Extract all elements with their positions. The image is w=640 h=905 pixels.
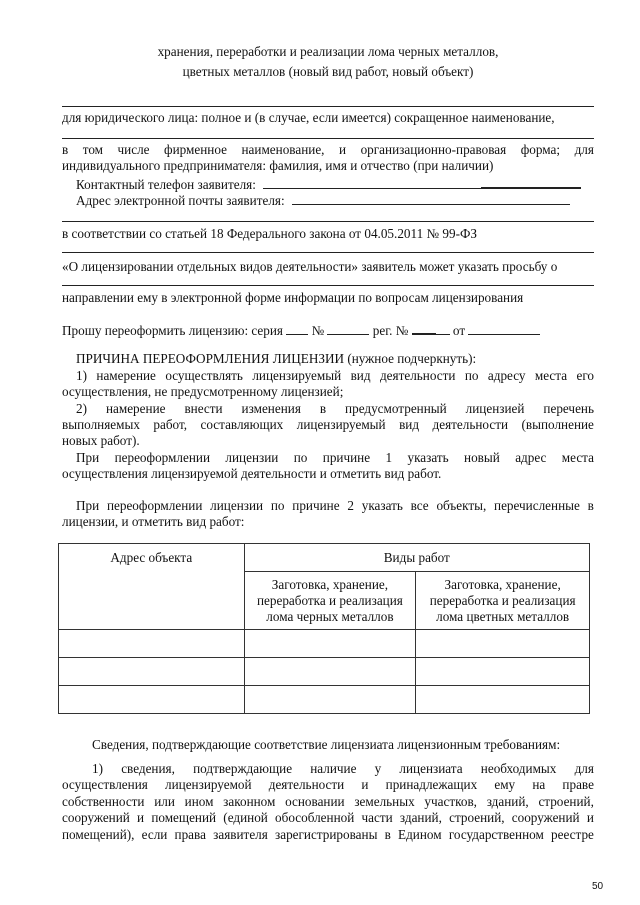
reason-note-1-cont: осуществления лицензируемой деятельности и отметить вид работ. [62,466,442,481]
request-line [62,321,594,339]
word: если [141,827,168,842]
word: в [319,401,327,416]
email-field[interactable] [292,192,460,205]
word: предусмотренный [345,401,447,416]
col-header-address: Адрес объекта [59,544,245,630]
law-line-3: направлении ему в электронной форме информации по вопросам лицензирования [62,290,524,305]
word: права [174,827,206,842]
word: организационно-правовая [360,142,507,157]
word: При [76,450,100,465]
series-field[interactable] [286,322,308,335]
word: лицензируемый [252,368,342,383]
word: форма; [520,142,561,157]
heading-line-2: цветных металлов (новый вид работ, новый объект) [182,64,474,79]
word: (выполнение [521,417,594,432]
email-field-extra[interactable] [460,192,570,205]
phone-row [76,175,594,193]
address-cell[interactable] [59,686,245,714]
word: Едином [398,827,442,842]
word: ему [494,777,516,792]
ferrous-cell[interactable] [244,658,416,686]
reason-note-2 [76,498,594,514]
word: у [374,761,382,776]
form-hint-line [62,142,594,158]
word: в [384,827,391,842]
word: переоформлении [114,450,211,465]
word: и [339,142,347,157]
law-line-1: в соответствии со статьей 18 Федерального закона от 04.05.2011 № 99-ФЗ [62,226,477,241]
word: изменения [241,401,301,416]
heading-line-1: хранения, переработки и реализации лома черных металлов, [157,44,499,59]
phone-field[interactable] [263,176,481,189]
number-field[interactable] [327,322,369,335]
word: лицензии [225,450,279,465]
reason-note-1 [76,450,594,466]
word: части [361,810,393,825]
word: и [586,810,594,825]
word: фирменное [164,142,227,157]
word: 2) [76,401,87,416]
word: по [464,368,479,383]
word: по [270,498,285,513]
word: намерение [105,401,166,416]
table-row [59,630,590,658]
subheader-ferrous-line: лома черных металлов [266,608,394,624]
word: указать [407,450,449,465]
address-cell[interactable] [59,630,245,658]
word: и [361,777,369,792]
request-label: Прошу переоформить лицензию: серия [62,323,283,338]
word: намерение [96,368,156,383]
subheader-nonferrous-line: переработка и реализация [429,592,576,608]
word: строений, [538,794,594,809]
address-cell[interactable] [59,658,245,686]
info-line-3 [62,794,594,810]
subheader-nonferrous-line: лома цветных металлов [436,608,570,624]
word: адрес [515,450,547,465]
word: основании [285,794,345,809]
ferrous-cell[interactable] [244,686,416,714]
info-title: Сведения, подтверждающие соответствие лицензиата лицензионным требованиям: [92,737,561,752]
date-field[interactable] [468,322,540,335]
blank-line[interactable] [62,252,594,253]
subheader-nonferrous [416,572,590,630]
word: лицензией [465,401,525,416]
word: 1) [92,761,103,776]
word: законном [223,794,276,809]
word: для [574,761,594,776]
word: помещений [151,810,217,825]
word: вид [350,368,371,383]
word: причине [322,450,371,465]
word: деятельности [379,368,456,383]
word: выполняемых [62,417,140,432]
nonferrous-cell[interactable] [416,686,590,714]
word: собственности [62,794,145,809]
reason-title: ПРИЧИНА ПЕРЕОФОРМЛЕНИЯ ЛИЦЕНЗИИ [76,351,345,366]
info-line-5 [62,827,594,843]
email-row [76,192,594,209]
word: обособленной [275,810,355,825]
word: лицензии [210,498,264,513]
word: зарегистрированы [275,827,378,842]
law-line-2: «О лицензировании отдельных видов деятельности» заявитель может указать просьбу о [62,259,558,274]
word: для [574,142,594,157]
nonferrous-cell[interactable] [416,630,590,658]
reason-note-2-cont: лицензии, и отметить вид работ: [62,514,245,529]
word: зданий, [399,810,442,825]
word: принадлежащих [385,777,478,792]
objects-table [58,543,590,714]
word: указать [361,498,403,513]
reg-label: рег. № [372,323,409,338]
subheader-nonferrous-line: Заготовка, хранение, [444,576,561,592]
word: места [534,368,568,383]
reason-item-1-cont: осуществления, не предусмотренному лицензией; [62,384,344,399]
info-line-2 [62,777,594,793]
word: внести [184,401,223,416]
col-header-works: Виды работ [244,544,589,572]
word: зданий, [486,794,529,809]
word: деятельности [268,777,345,792]
blank-line[interactable] [62,221,594,222]
word: заявителя [213,827,268,842]
blank-line[interactable] [62,138,594,139]
word: по [293,450,308,465]
blank-line[interactable] [62,106,594,107]
word: новый [464,450,500,465]
ferrous-cell[interactable] [244,630,416,658]
word: необходимых [480,761,557,776]
email-label: Адрес электронной почты заявителя: [76,193,285,208]
word: участков, [424,794,477,809]
word: сведения, [121,761,175,776]
word: в [587,498,594,513]
word: перечисленные [494,498,580,513]
info-line-1 [92,761,594,777]
word: причине [292,498,340,513]
word: и [137,810,145,825]
blank-line[interactable] [62,285,594,286]
word: или [154,794,175,809]
reason-item-1[interactable] [76,368,594,384]
word: наименование, [241,142,325,157]
word: деятельности [432,417,509,432]
word: сооружений [62,810,130,825]
word: осуществления [62,777,148,792]
legal-entity-hint: для юридического лица: полное и (в случае, если имеется) сокращенное наименование, [62,110,555,125]
word: ином [184,794,214,809]
reason-item-2-cont [62,417,594,433]
info-line-4 [62,810,594,826]
reason-title-note: (нужное подчеркнуть): [347,351,477,366]
word: лицензируемой [165,777,252,792]
reason-title-row [76,351,594,367]
word: 2 [347,498,354,513]
reason-item-2[interactable] [76,401,594,417]
nonferrous-cell[interactable] [416,658,590,686]
word: переоформлении [106,498,203,513]
word: государственном [448,827,544,842]
individual-hint: индивидуального предпринимателя: фамилия, имя и отчество (при наличии) [62,158,494,173]
reg-number-field[interactable] [412,321,436,335]
number-sign: № [311,323,325,338]
word: вид [399,417,420,432]
word: праве [562,777,594,792]
word: на [532,777,546,792]
word: реестре [551,827,594,842]
from-label: от [452,323,466,338]
word: его [576,368,594,383]
reg-number-field-extra[interactable] [436,322,450,335]
word: все [410,498,429,513]
word: перечень [543,401,594,416]
word: При [76,498,100,513]
subheader-ferrous-line: Заготовка, хранение, [271,576,389,592]
word: осуществлять [165,368,243,383]
word: земельных [354,794,415,809]
word: сооружений [511,810,580,825]
word: в [62,142,69,157]
subheader-ferrous [244,572,416,630]
word: 1) [76,368,87,383]
word: места [561,450,594,465]
word: лицензиата [399,761,463,776]
word: лицензируемый [296,417,386,432]
subheader-ferrous-line: переработка и реализация [256,592,403,608]
word: адресу [487,368,526,383]
table-row [59,658,590,686]
phone-field-extra[interactable] [481,175,581,189]
word: строений, [449,810,505,825]
word: наличие [310,761,357,776]
word: помещений), [62,827,135,842]
phone-label: Контактный телефон заявителя: [76,177,256,192]
word: числе [117,142,150,157]
word: 1 [385,450,393,465]
word: объекты, [436,498,487,513]
word: (единой [223,810,268,825]
word: работ, [153,417,188,432]
table-row [59,686,590,714]
word: подтверждающие [193,761,293,776]
reason-item-2-end: новых работ). [62,433,140,448]
word: том [82,142,104,157]
page-number: 50 [592,881,604,892]
word: составляющих [200,417,284,432]
